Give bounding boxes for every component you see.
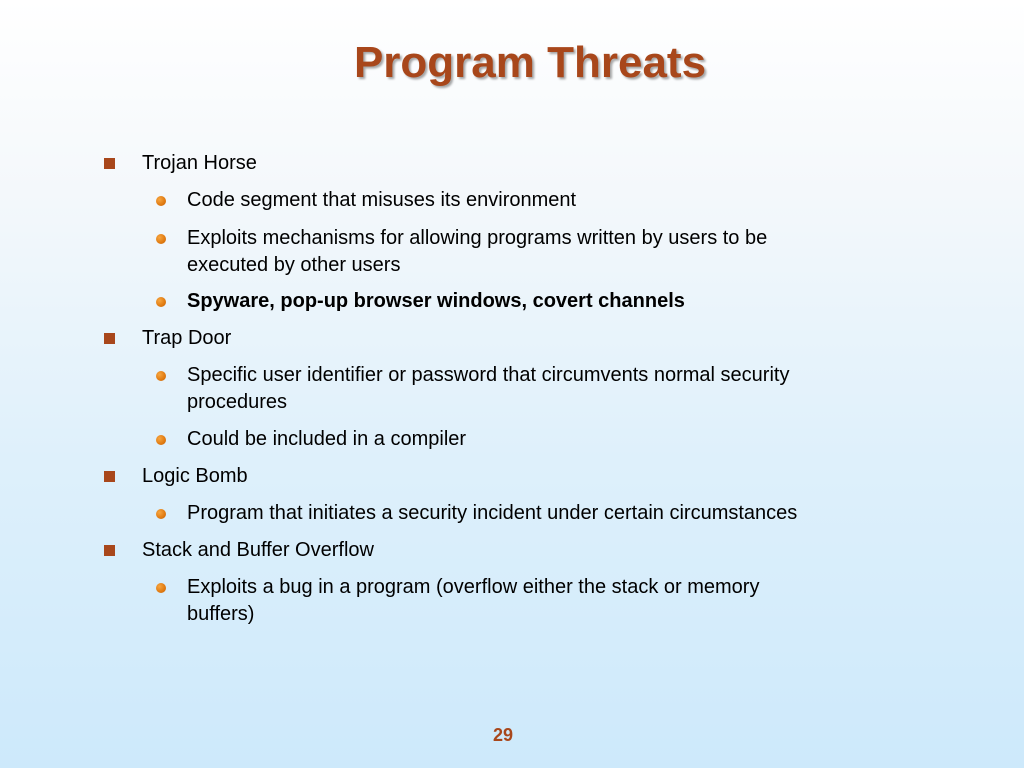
dot-bullet-icon: [156, 196, 166, 206]
sub-bullet-security-incident: Program that initiates a security incident under certain circumstances: [187, 502, 798, 524]
sub-bullet-line: Specific user identifier or password that circumvents normal security: [187, 364, 790, 386]
dot-bullet-icon: [156, 371, 166, 381]
sub-bullet-line: procedures: [187, 391, 288, 413]
bullet-trojan-horse: Trojan Horse: [142, 152, 257, 174]
square-bullet-icon: [104, 545, 115, 556]
sub-bullet-spyware: Spyware, pop-up browser windows, covert channels: [187, 290, 685, 312]
page-number: 29: [492, 725, 514, 745]
sub-bullet-exploits-mechanisms: [187, 225, 887, 279]
sub-bullet-line: Exploits a bug in a program (overflow either the stack or memory: [187, 576, 760, 598]
sub-bullet-code-segment: Code segment that misuses its environment: [187, 189, 577, 211]
slide-title: Program Threats: [353, 38, 707, 87]
bullet-trap-door: Trap Door: [142, 327, 232, 349]
square-bullet-icon: [104, 333, 115, 344]
sub-bullet-specific-user: [187, 362, 887, 416]
dot-bullet-icon: [156, 435, 166, 445]
square-bullet-icon: [104, 471, 115, 482]
square-bullet-icon: [104, 158, 115, 169]
sub-bullet-line: executed by other users: [187, 254, 401, 276]
dot-bullet-icon: [156, 297, 166, 307]
sub-bullet-exploits-bug: [187, 574, 887, 628]
bullet-logic-bomb: Logic Bomb: [142, 465, 248, 487]
sub-bullet-line: Exploits mechanisms for allowing programs written by users to be: [187, 227, 768, 249]
sub-bullet-line: buffers): [187, 603, 255, 625]
bullet-stack-buffer-overflow: Stack and Buffer Overflow: [142, 539, 374, 561]
sub-bullet-compiler: Could be included in a compiler: [187, 428, 467, 450]
dot-bullet-icon: [156, 234, 166, 244]
dot-bullet-icon: [156, 509, 166, 519]
dot-bullet-icon: [156, 583, 166, 593]
